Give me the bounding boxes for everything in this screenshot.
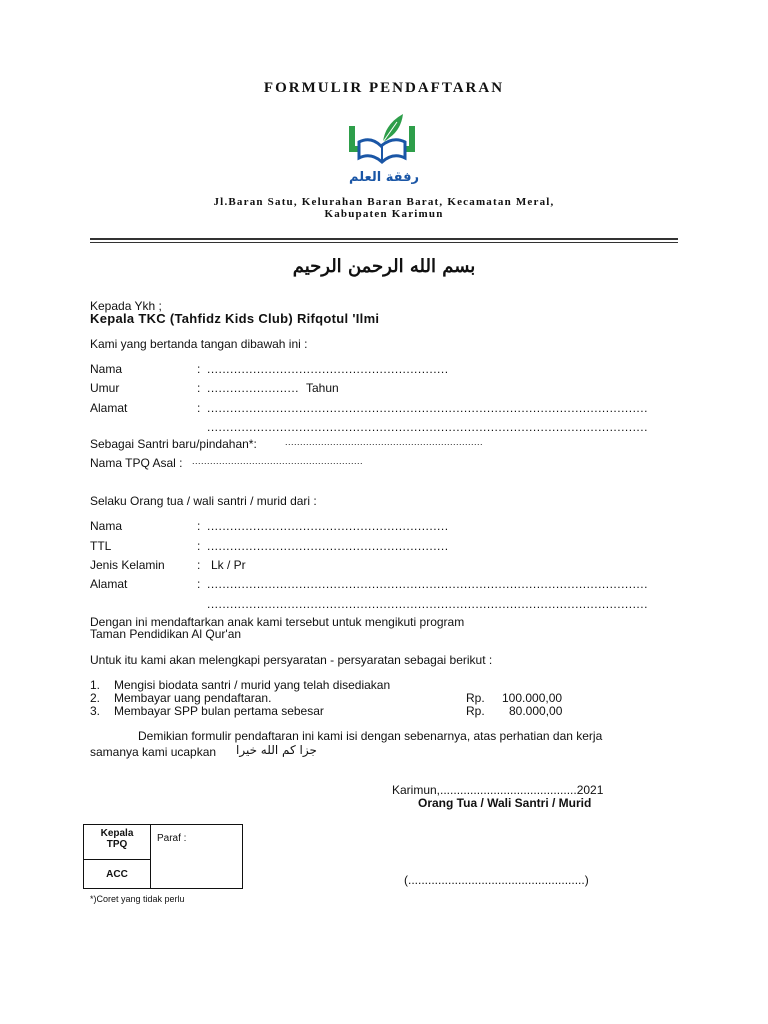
applicant-address-field[interactable]: ................................................................................................................... (207, 401, 648, 415)
applicant-address-field-2[interactable]: ................................................................................................................... (207, 420, 648, 434)
student-gender-options[interactable]: Lk / Pr (211, 558, 246, 572)
student-address-field[interactable]: ................................................................................................................... (207, 577, 648, 591)
approval-box (83, 824, 243, 889)
approval-acc-label: ACC (106, 868, 128, 880)
applicant-address-label: Alamat (90, 401, 128, 415)
statement-line-2: Taman Pendidikan Al Qur'an (90, 627, 242, 641)
requirement-amount: 80.000,00 (509, 704, 563, 718)
student-ttl-label: TTL (90, 539, 112, 553)
header-divider-thin (90, 242, 678, 243)
address-line-1: Jl.Baran Satu, Kelurahan Baran Barat, Kecamatan Meral, (213, 196, 555, 208)
requirement-text: Membayar uang pendaftaran. (114, 691, 272, 705)
intro-text: Kami yang bertanda tangan dibawah ini : (90, 337, 308, 351)
student-ttl-field[interactable]: ............................................................... (207, 539, 449, 553)
signature-role: Orang Tua / Wali Santri / Murid (418, 796, 592, 810)
approval-paraf-cell[interactable] (151, 825, 243, 889)
statement-line-1: Dengan ini mendaftarkan anak kami tersebut untuk mengikuti program (90, 615, 465, 629)
recipient-greeting: Kepada Ykh ; (90, 299, 162, 313)
applicant-age-unit: Tahun (306, 381, 339, 395)
applicant-age-field[interactable]: ........................ (207, 381, 300, 395)
logo-arabic-text: رفقة العلم (349, 170, 419, 185)
requirement-amount: 100.000,00 (502, 691, 563, 705)
applicant-name-colon: : (197, 362, 201, 376)
requirement-text: Mengisi biodata santri / murid yang telah disediakan (114, 678, 391, 692)
tpq-origin-field[interactable]: ......................................................... (192, 456, 364, 466)
requirement-text: Membayar SPP bulan pertama sebesar (114, 704, 324, 718)
student-name-label: Nama (90, 519, 123, 533)
signature-place-date[interactable]: Karimun,.........................................2021 (392, 783, 604, 797)
requirement-num: 3. (90, 704, 101, 718)
student-name-colon: : (197, 519, 201, 533)
signature-name-field[interactable]: (.....................................................) (404, 873, 589, 887)
applicant-name-field[interactable]: ............................................................... (207, 362, 449, 376)
bismillah-text: بسم الله الرحمن الرحيم (292, 256, 476, 277)
applicant-age-colon: : (197, 381, 201, 395)
student-gender-label: Jenis Kelamin (90, 558, 165, 572)
guardian-intro: Selaku Orang tua / wali santri / murid dari : (90, 494, 317, 508)
requirements-intro: Untuk itu kami akan melengkapi persyaratan - persyaratan sebagai berikut : (90, 653, 493, 667)
tpq-origin-label: Nama TPQ Asal : (90, 456, 183, 470)
student-gender-colon: : (197, 558, 201, 572)
status-label: Sebagai Santri baru/pindahan*: (90, 437, 257, 451)
applicant-age-label: Umur (90, 381, 120, 395)
applicant-name-label: Nama (90, 362, 123, 376)
recipient-name: Kepala TKC (Tahfidz Kids Club) Rifqotul 'Ilmi (90, 311, 380, 326)
approval-header-cell (84, 825, 151, 860)
closing-line-2: samanya kami ucapkan (90, 745, 217, 759)
student-address-colon: : (197, 577, 201, 591)
requirement-num: 1. (90, 678, 101, 692)
student-name-field[interactable]: ............................................................... (207, 519, 449, 533)
closing-line-1: Demikian formulir pendaftaran ini kami isi dengan sebenarnya, atas perhatian dan kerja (138, 729, 603, 743)
header-divider-thick (90, 238, 678, 240)
approval-header-line-2: TPQ (106, 839, 128, 850)
student-ttl-colon: : (197, 539, 201, 553)
student-address-field-2[interactable]: ................................................................................................................... (207, 597, 648, 611)
address-line-2: Kabupaten Karimun (324, 208, 444, 220)
approval-acc-cell (84, 860, 151, 889)
student-address-label: Alamat (90, 577, 128, 591)
requirement-currency: Rp. (466, 704, 485, 718)
applicant-address-colon: : (197, 401, 201, 415)
form-title: FORMULIR PENDAFTARAN (263, 80, 505, 96)
footnote: *)Coret yang tidak perlu (90, 894, 185, 904)
requirement-currency: Rp. (466, 691, 485, 705)
approval-header-line-1: Kepala (100, 828, 134, 839)
approval-paraf-label: Paraf : (157, 833, 187, 844)
status-field[interactable]: .................................................................. (285, 437, 484, 447)
closing-arabic: جزا كم الله خيرا (236, 743, 317, 757)
requirement-num: 2. (90, 691, 101, 705)
